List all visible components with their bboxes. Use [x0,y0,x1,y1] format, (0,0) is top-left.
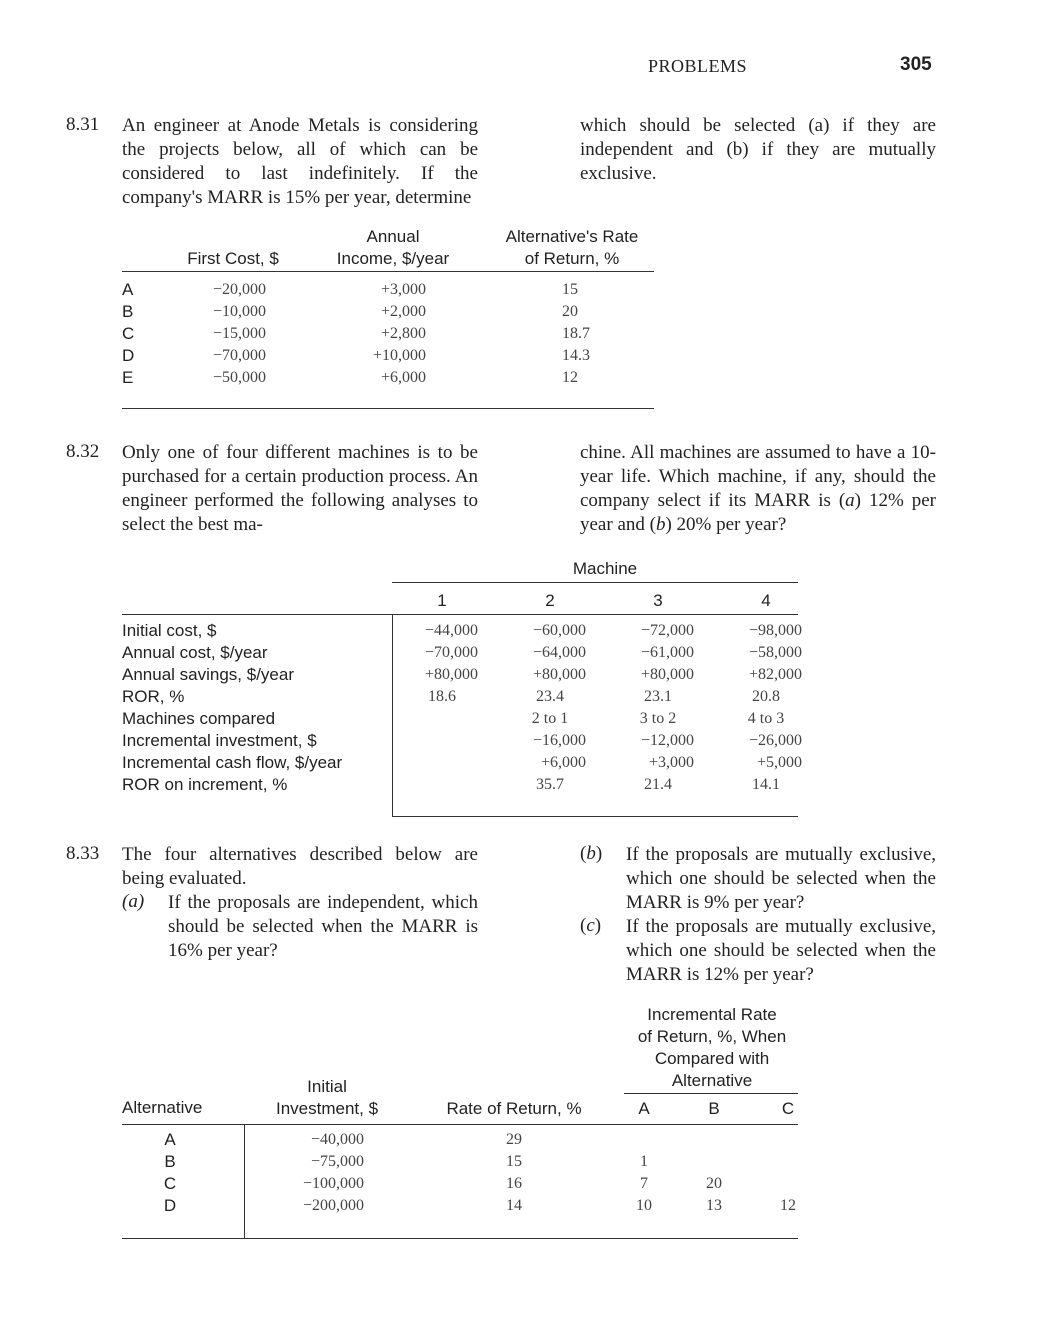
problem-8-32-text-left: Only one of four different machines is to be purchased for a certain production process. An engineer performed the following analyses to select the best ma- [122,442,478,535]
alt-label: B [122,302,134,321]
row-label: Annual savings, $/year [122,665,294,684]
first-cost-value: −15,000 [212,325,266,342]
investment-value: −200,000 [302,1197,364,1214]
inc-ror-value: 20 [706,1175,722,1192]
ror-value: 12 [562,369,578,386]
ror-value: 15 [506,1153,522,1170]
alt-label: C [122,324,135,343]
alt-label: E [122,368,134,387]
cell-value: −58,000 [748,644,802,661]
cell-value: 14.1 [752,776,780,793]
inc-column-header: A [638,1099,650,1118]
cell-value: −26,000 [748,732,802,749]
problem-number-8-33: 8.33 [66,843,100,864]
part-b-text: If the proposals are mutually exclusive, which one should be selected when the MARR is 9% per year? [626,844,936,913]
alt-label: A [164,1130,176,1149]
machine-header: Machine [572,559,638,578]
first-cost-value: −70,000 [212,347,266,364]
ror-value: 16 [506,1175,522,1192]
col-header-ror: Rate of Return, % [446,1099,582,1118]
investment-value: −40,000 [310,1131,364,1148]
problem-number-8-31: 8.31 [66,114,100,135]
row-label: Initial cost, $ [122,621,217,640]
inc-header-rule [624,1093,798,1094]
inc-header-line2: of Return, %, When [637,1027,787,1046]
cell-value: −12,000 [640,732,694,749]
problem-8-31-text-right: which should be selected (a) if they are independent and (b) if they are mutually exclusive. [580,115,936,184]
first-cost-value: −10,000 [212,303,266,320]
cell-value: 21.4 [644,776,672,793]
table-8-31-bottom-rule [122,408,654,409]
cell-value: 3 to 2 [639,710,677,727]
alt-label: C [163,1174,177,1193]
page-number: 305 [900,54,932,75]
row-label: ROR on increment, % [122,775,288,794]
cell-value: −60,000 [532,622,586,639]
income-value: +6,000 [380,369,426,386]
problem-8-32-text-right: chine. All machines are assumed to have a 10-year life. Which machine, if any, should the company select if its MARR is (a) 12% per year and (b) 20% per year? [580,442,937,535]
income-value: +10,000 [372,347,426,364]
first-cost-value: −50,000 [212,369,266,386]
cell-value: +80,000 [424,666,478,683]
inc-ror-value: 1 [640,1153,648,1170]
income-value: +2,800 [380,325,426,342]
col-header-first-cost: First Cost, $ [187,249,279,268]
cell-value: 2 to 1 [531,710,569,727]
machine-number-header: 3 [653,591,663,610]
cell-value: −61,000 [640,644,694,661]
ror-value: 14 [506,1197,522,1214]
cell-value: 35.7 [536,776,564,793]
col-header-ror-line1: Alternative's Rate [505,227,639,246]
col-header-ror-line2: of Return, % [524,249,620,268]
cell-value: +6,000 [540,754,586,771]
row-label: Incremental cash flow, $/year [122,753,343,772]
part-a-text: If the proposals are independent, which should be selected when the MARR is 16% per year? [168,892,478,961]
cell-value: −98,000 [748,622,802,639]
cell-value: 23.4 [536,688,564,705]
ror-value: 18.7 [562,325,590,342]
alt-label: D [163,1196,177,1215]
cell-value: 18.6 [428,688,456,705]
col-header-investment-line2: Investment, $ [275,1099,379,1118]
cell-value: 4 to 3 [747,710,785,727]
cell-value: −44,000 [424,622,478,639]
investment-value: −75,000 [310,1153,364,1170]
col-header-income-line1: Annual [366,227,420,246]
machine-number-header: 4 [761,591,771,610]
income-value: +2,000 [380,303,426,320]
col-header-investment-line1: Initial [307,1077,347,1096]
inc-header-line4: Alternative [671,1071,753,1090]
ror-value: 14.3 [562,347,590,364]
first-cost-value: −20,000 [212,281,266,298]
machine-number-header: 1 [437,591,447,610]
cell-value: 23.1 [644,688,672,705]
inc-ror-value: 10 [636,1197,652,1214]
investment-value: −100,000 [302,1175,364,1192]
inc-column-header: B [708,1099,720,1118]
inc-header-line3: Compared with [654,1049,770,1068]
ror-value: 29 [506,1131,522,1148]
table-8-33-bottom-rule [122,1238,798,1239]
row-label: Annual cost, $/year [122,643,268,662]
cell-value: +80,000 [640,666,694,683]
part-b-label: (b) [580,843,603,864]
table-8-32-bottom-rule [392,816,798,817]
inc-ror-value: 7 [640,1175,648,1192]
problem-number-8-32: 8.32 [66,441,100,462]
row-label: Incremental investment, $ [122,731,317,750]
ror-value: 20 [562,303,578,320]
cell-value: +3,000 [648,754,694,771]
part-c-label: (c) [580,915,602,936]
inc-column-header: C [781,1099,795,1118]
machine-header-rule [392,582,798,583]
table-8-32-header-rule [122,614,798,615]
table-8-31-header-rule [122,271,654,272]
inc-ror-value: 12 [780,1197,796,1214]
cell-value: +82,000 [748,666,802,683]
alt-label: A [122,280,134,299]
cell-value: +5,000 [756,754,802,771]
cell-value: −70,000 [424,644,478,661]
col-header-income-line2: Income, $/year [336,249,450,268]
problem-8-33-intro: The four alternatives described below are being evaluated. [122,844,478,889]
row-label: ROR, % [122,687,185,706]
inc-header-line1: Incremental Rate [647,1005,777,1024]
cell-value: −72,000 [640,622,694,639]
part-a-label: (a) [122,891,145,912]
cell-value: −64,000 [532,644,586,661]
cell-value: −16,000 [532,732,586,749]
income-value: +3,000 [380,281,426,298]
ror-value: 15 [562,281,578,298]
col-header-alternative: Alternative [122,1098,203,1117]
running-title: PROBLEMS [648,56,748,76]
inc-ror-value: 13 [706,1197,722,1214]
table-8-33-header-rule [122,1124,798,1125]
problem-8-31-text-left: An engineer at Anode Metals is considering the projects below, all of which can be considered to last indefinitely. If the company's MARR is 15% per year, determine [122,115,478,208]
alt-label: D [122,346,135,365]
cell-value: +80,000 [532,666,586,683]
table-8-33-vertical-rule [244,1124,245,1238]
alt-label: B [164,1152,176,1171]
machine-number-header: 2 [545,591,555,610]
cell-value: 20.8 [752,688,780,705]
row-label: Machines compared [122,709,276,728]
part-c-text: If the proposals are mutually exclusive, which one should be selected when the MARR is 12% per year? [626,916,936,985]
